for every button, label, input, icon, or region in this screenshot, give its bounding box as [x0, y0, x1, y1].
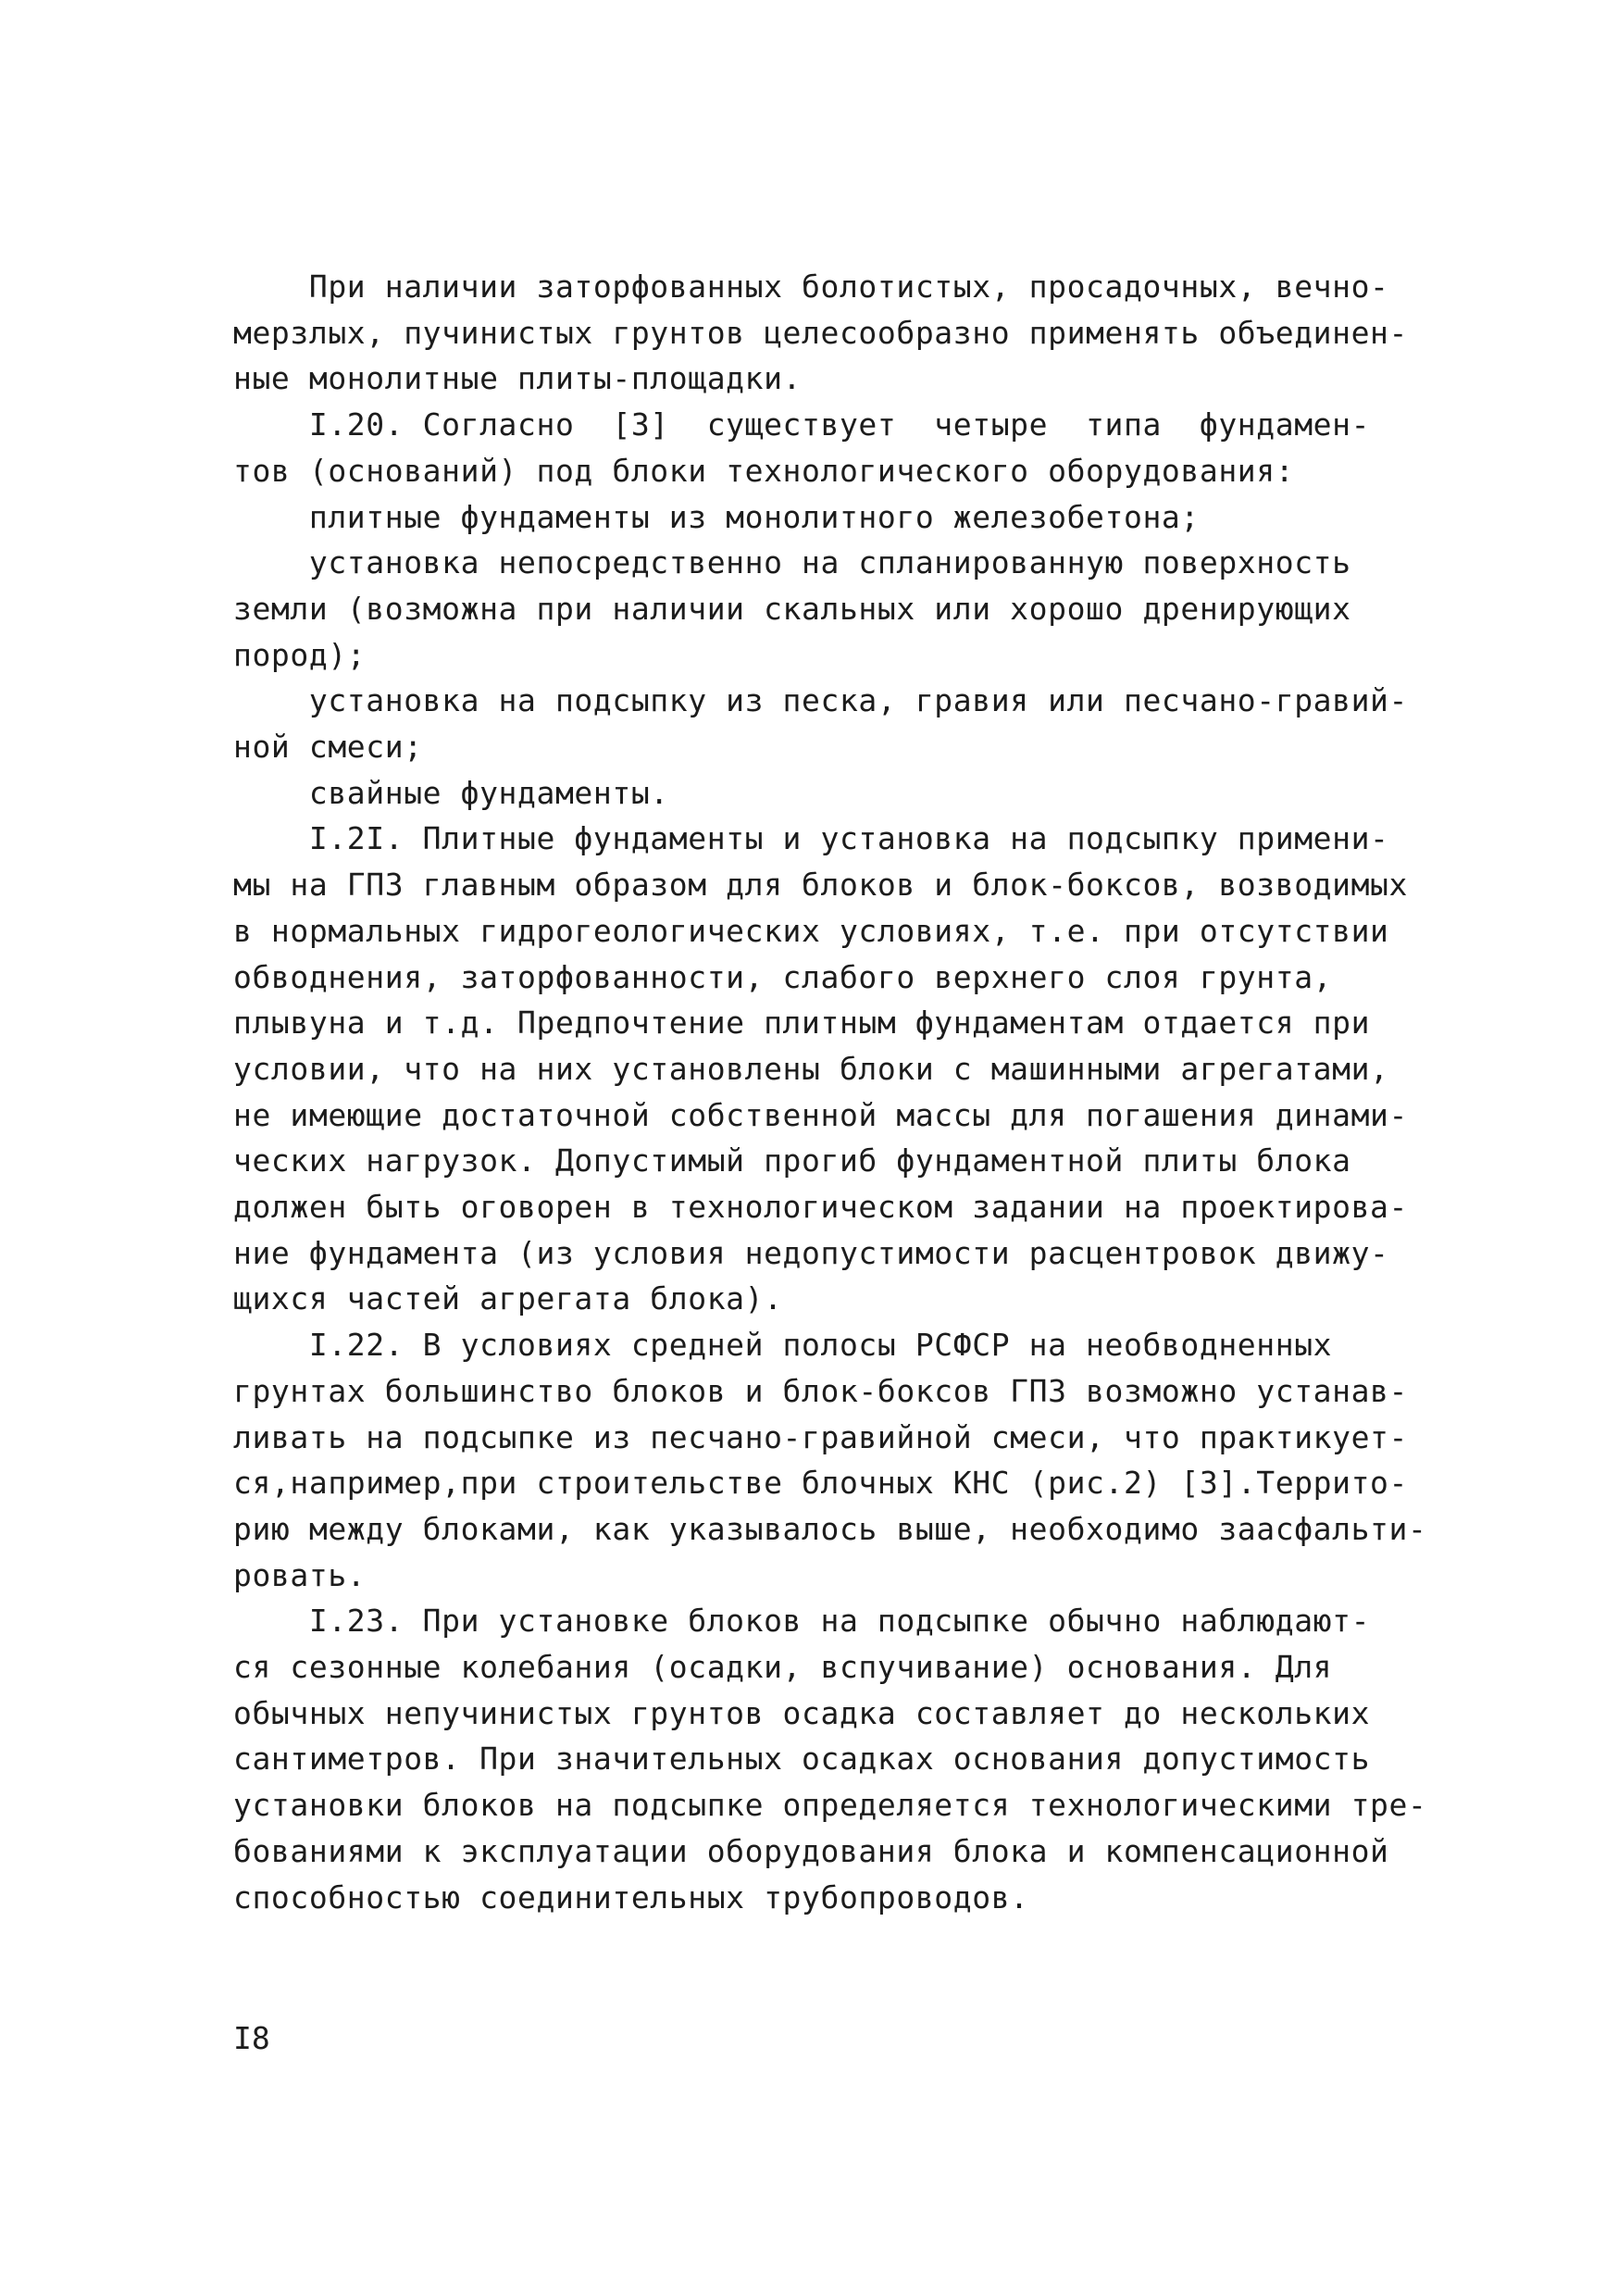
text-line: I.22. В условиях средней полосы РСФСР на необводненных: [233, 1327, 1333, 1363]
text-line: ной смеси;: [233, 729, 423, 765]
text-line: мерзлых, пучинистых грунтов целесообразно применять объединен-: [233, 315, 1408, 351]
text-line: ся сезонные колебания (осадки, вспучивание) основания. Для: [233, 1649, 1333, 1685]
text-line: плитные фундаменты из монолитного железобетона;: [233, 499, 1200, 535]
text-line: плывуна и т.д. Предпочтение плитным фундаментам отдается при: [233, 1004, 1371, 1041]
text-line: тов (оснований) под блоки технологического оборудования:: [233, 453, 1295, 489]
text-line: ливать на подсыпке из песчано-гравийной смеси, что практикует-: [233, 1419, 1408, 1455]
text-line: земли (возможна при наличии скальных или хорошо дренирующих: [233, 591, 1351, 627]
text-line: установка на подсыпку из песка, гравия или песчано-гравий-: [233, 682, 1408, 718]
text-line: I.23. При установке блоков на подсыпке обычно наблюдают-: [233, 1603, 1371, 1639]
text-line: ные монолитные плиты-площадки.: [233, 360, 803, 396]
text-line: не имеющие достаточной собственной массы для погашения динами-: [233, 1097, 1408, 1133]
text-line: ся,например,при строительстве блочных КНС (рис.2) [3].Террито-: [233, 1465, 1408, 1501]
text-line: При наличии заторфованных болотистых, просадочных, вечно-: [233, 268, 1389, 305]
text-line: ческих нагрузок. Допустимый прогиб фундаментной плиты блока: [233, 1142, 1351, 1179]
text-line: условии, что на них установлены блоки с машинными агрегатами,: [233, 1051, 1389, 1087]
text-line: щихся частей агрегата блока).: [233, 1280, 783, 1316]
text-line: ние фундамента (из условия недопустимости расцентровок движу-: [233, 1235, 1389, 1271]
text-line: в нормальных гидрогеологических условиях, т.е. при отсутствии: [233, 913, 1389, 949]
page-number: I8: [233, 2020, 270, 2056]
text-line: мы на ГПЗ главным образом для блоков и блок-боксов, возводимых: [233, 867, 1408, 903]
text-line: пород);: [233, 637, 367, 673]
text-line: I.2I. Плитные фундаменты и установка на подсыпку примени-: [233, 820, 1389, 856]
text-line: бованиями к эксплуатации оборудования блока и компенсационной: [233, 1833, 1389, 1869]
text-line: свайные фундаменты.: [233, 775, 669, 811]
text-line: установки блоков на подсыпке определяется технологическими тре-: [233, 1787, 1427, 1823]
text-line: ровать.: [233, 1557, 367, 1593]
text-line: I.20. Согласно [3] существует четыре типа фундамен-: [233, 406, 1371, 443]
text-line: способностью соединительных трубопроводов.: [233, 1879, 1029, 1915]
text-line: установка непосредственно на спланированную поверхность: [233, 544, 1351, 580]
text-line: обычных непучинистых грунтов осадка составляет до нескольких: [233, 1695, 1371, 1731]
text-line: грунтах большинство блоков и блок-боксов ГПЗ возможно устанав-: [233, 1373, 1408, 1409]
text-line: рию между блоками, как указывалось выше, необходимо заасфальти-: [233, 1511, 1427, 1547]
text-line: должен быть оговорен в технологическом задании на проектирова-: [233, 1189, 1408, 1225]
text-line: сантиметров. При значительных осадках основания допустимость: [233, 1741, 1371, 1777]
text-line: обводнения, заторфованности, слабого верхнего слоя грунта,: [233, 959, 1333, 995]
